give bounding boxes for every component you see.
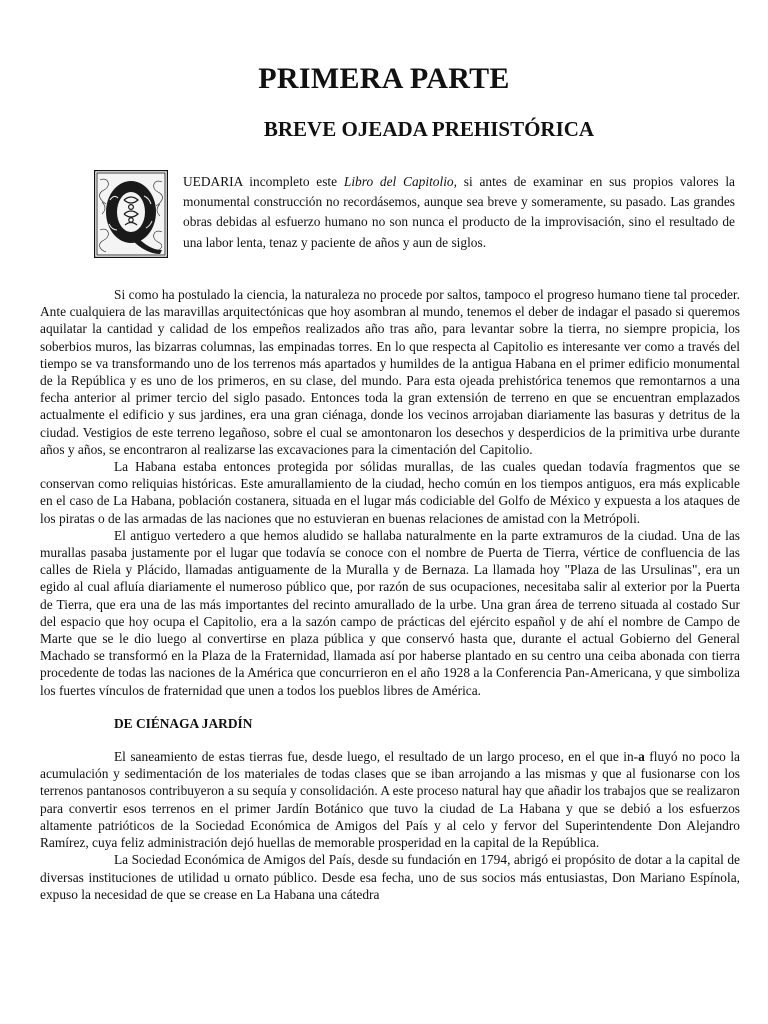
paragraph-5: La Sociedad Económica de Amigos del País, desde su fundación en 1794, abrigó ei propósito de dotar a la capital de diversas instituciones de utilidad u ornato público. Desde esa fecha, uno de sus socios más entusiastas, Don Mariano Espínola, expuso la necesidad de que se crease en La Habana una cátedra [40,852,740,902]
paragraph-4 [40,748,740,851]
paragraph-1: Si como ha postulado la ciencia, la naturaleza no procede por saltos, tampoco el progreso humano tiene tal proceder. Ante cualquiera de las maravillas arquitectónicas que hoy asombran al mundo, tenemos el deber de indagar el pasado si queremos aquilatar la cantidad y calidad de los empeños realizados año tras año, para levantar sobre la tierra, no siempre propicia, los soberbios muros, las bizarras columnas, las empinadas torres. En lo que respecta al Capitolio es interesante ver como a través del tiempo se va transformando uno de los terrenos más apartados y humildes de la antigua Habana en el primer edificio monumental de la República y es uno de los primeros, en su clase, del mundo. Para esta ojeada prehistórica tenemos que remontarnos a una fecha anterior al primer tercio del siglo pasado. Entonces toda la gran extensión de terreno en que se encuentran emplazados actualmente el edificio y sus jardines, era una gran ciénaga, donde los vecinos arrojaban diariamente las basuras y detritus de la ciudad. Vestigios de este terreno legañoso, sobre el cual se amontonaron los desechos y desperdicios de la primitiva urbe durante años y años, se encontraron al realizarse las excavaciones para la cimentación del Capitolio. [40,287,740,457]
section-heading: DE CIÉNAGA JARDÍN [114,715,253,731]
book-title: Libro del Capitolio, [343,174,457,189]
page-title: PRIMERA PARTE [258,62,510,95]
paragraph-4-bold: a [638,749,645,765]
page-subtitle: BREVE OJEADA PREHISTÓRICA [263,117,595,141]
paragraph-4-main: El saneamiento de estas tierras fue, desde luego, el resultado de un largo proceso, en el que in- [114,749,639,765]
paragraph-4-rest: fluyó no poco la acumulación y sedimentación de los materiales de todas clases que se iban arrojando a las mismas y que al fusionarse con los terrenos pantanosos contribuyeron a su sequía y consolidación. A este proceso natural hay que añadir los trabajos que se realizaron para convertir esos terrenos en el primer Jardín Botánico que tuvo la ciudad de La Habana y que se debió a los esfuerzos altamente patrióticos de la Sociedad Económica de Amigos del País y al celo y fervor del Superintendente Don Alejandro Ramírez, cuya feliz administración dejó huellas de memorable prosperidad en la capital de la República. [40,749,740,851]
intro-rest: si antes de examinar en sus propios valores la monumental construcción no recordásemos, aunque sea breve y someramente, su pasado. Las grandes obras debidas al esfuerzo humano no son nunca el producto de la improvisación, sino el resultado de una labor lenta, tenaz y paciente de años y aun de siglos. [183,174,735,250]
intro-paragraph [183,172,735,253]
intro-lead: UEDARIA incompleto este [183,174,344,189]
paragraph-2: La Habana estaba entonces protegida por sólidas murallas, de las cuales quedan todavía fragmentos que se conservan como reliquias históricas. Este amurallamiento de la ciudad, hecho común en los tiempos antiguos, era más explicable en el caso de La Habana, población costanera, situada en el lugar más codiciable del Golfo de México y expuesta a los ataques de los piratas o de las armadas de las naciones que no estuvieran en buenas relaciones de amistad con la Metrópoli. [40,459,740,526]
drop-cap-q-icon [94,170,168,258]
paragraph-3: El antiguo vertedero a que hemos aludido se hallaba naturalmente en la parte extramuros de la ciudad. Una de las murallas pasaba justamente por el lugar que todavía se conoce con el nombre de Puerta de Tierra, vértice de confluencia de las calles de Riela y Plácido, llamadas antiguamente de la Muralla y de Bernaza. La llamada hoy "Plaza de las Ursulinas", era un egido al cual afluía diariamente el numeroso público que, por razón de sus ocupaciones, necesitaba salir al exterior por la Puerta de Tierra, que era una de las más importantes del recinto amurallado de la urbe. Una gran área de terreno situada al costado Sur del espacio que hoy ocupa el Capitolio, era a la sazón campo de prácticas del ejército español y de ahí el nombre de Campo de Marte que se le dio luego al convertirse en plaza pública y que conservó hasta que, durante el actual Gobierno del General Machado se transformó en la Plaza de la Fraternidad, llamada así por haberse plantado en su centro una ceiba abonada con tierra procedente de todas las naciones de la América que concurrieron en el año 1928 a la Conferencia Pan-Americana, y que simboliza los fuertes vínculos de fraternidad que unen a todos los pueblos libres de América. [40,527,740,698]
body-text [40,286,740,1024]
